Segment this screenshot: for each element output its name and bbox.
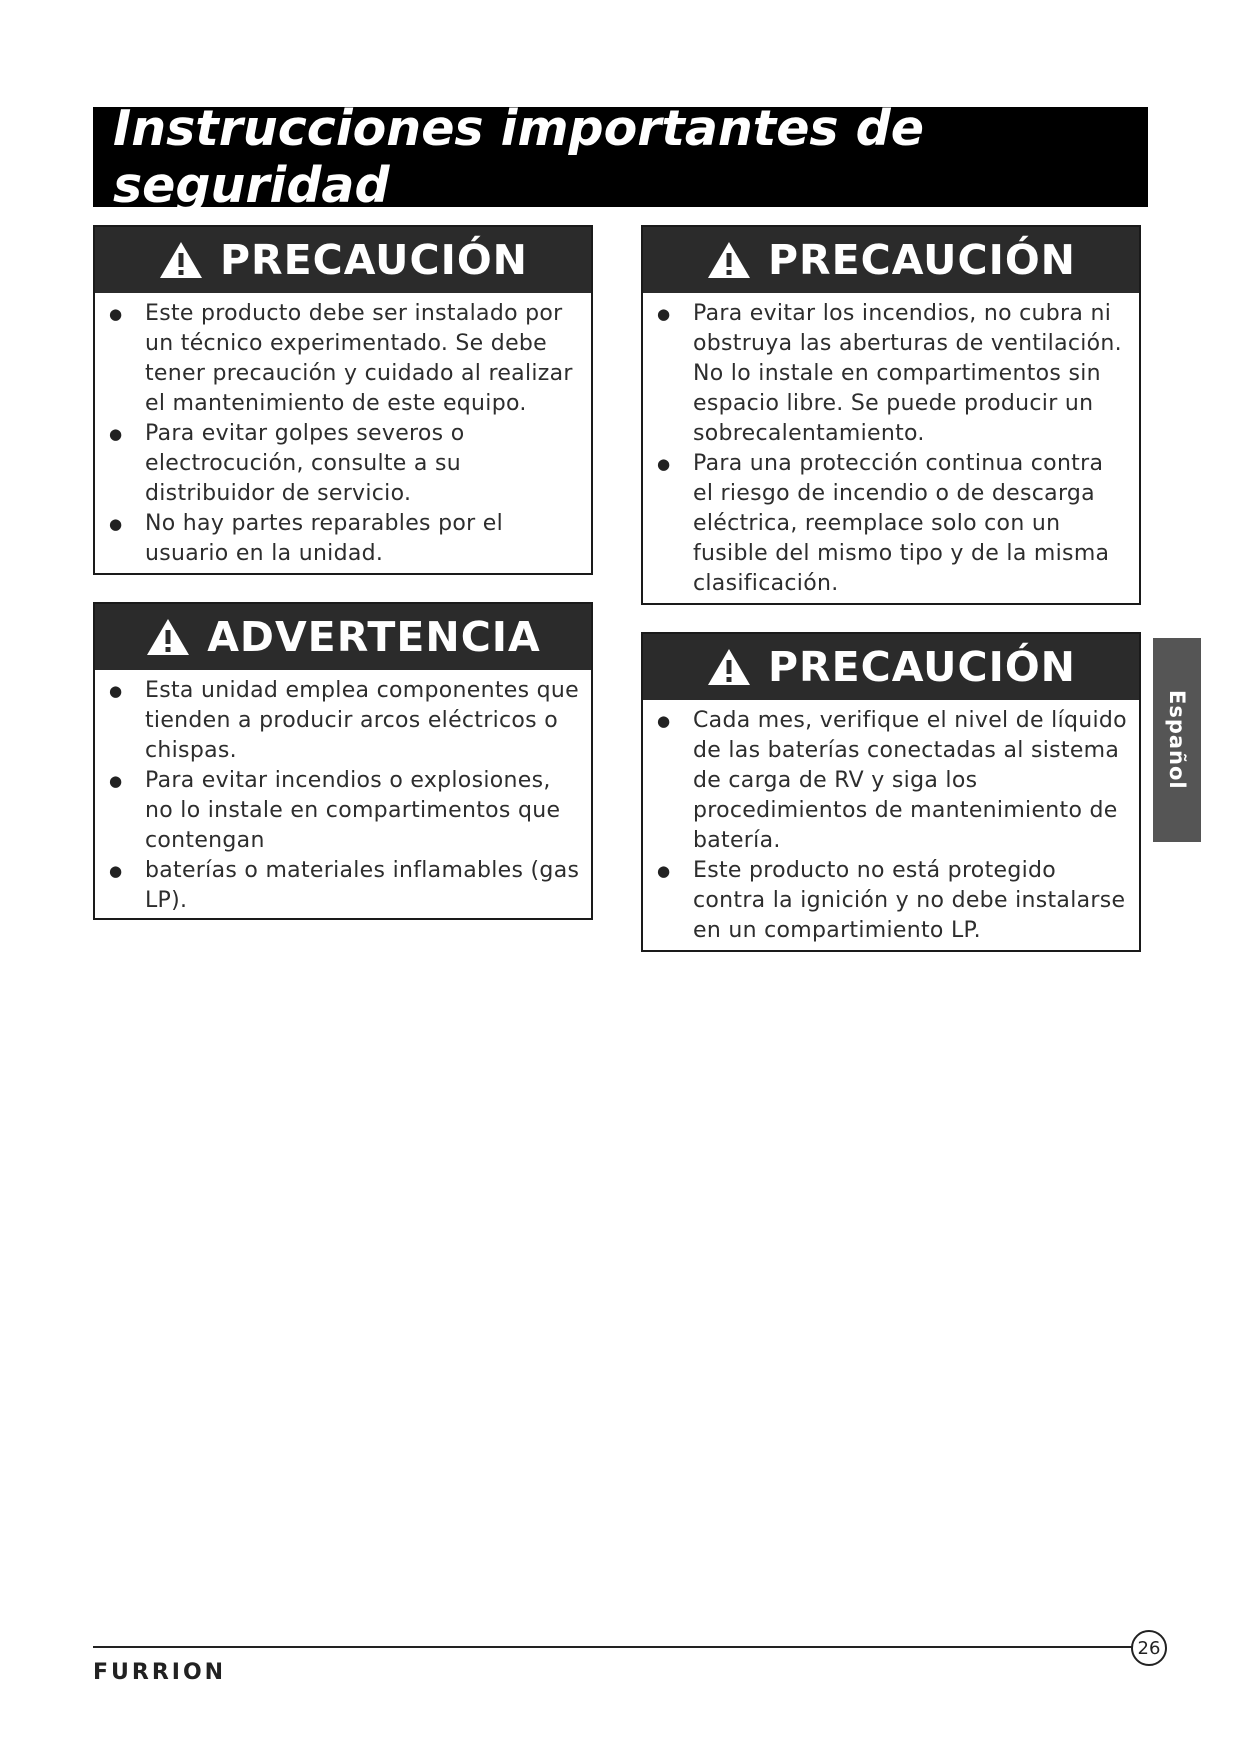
list-item: ● Cada mes, verifique el nivel de líquido de las baterías conectadas al sistema de carga de RV y siga los procedimientos de mantenimiento de batería. [693,706,1129,856]
warning-box [93,602,593,920]
caution-title: PRECAUCIÓN [768,643,1076,691]
list-item: ● baterías o materiales inflamables (gas LP). [145,856,581,916]
list-item: ● No hay partes reparables por el usuario en la unidad. [145,509,581,569]
language-tab-label: Español [1165,690,1189,790]
list-item: ● Para evitar golpes severos o electrocución, consulte a su distribuidor de servicio. [145,419,581,509]
warning-header [95,604,591,670]
caution-box-1 [93,225,593,575]
caution-title: PRECAUCIÓN [768,236,1076,284]
caution-header [643,227,1139,293]
caution-title: PRECAUCIÓN [220,236,528,284]
caution-box-2 [641,225,1141,605]
warning-triangle-icon [145,617,191,657]
list-item: ● Para evitar los incendios, no cubra ni obstruya las aberturas de ventilación. No lo instale en compartimentos sin espacio libre. Se puede producir un sobrecalentamiento. [693,299,1129,449]
caution-header [643,634,1139,700]
caution-box-3 [641,632,1141,952]
language-tab[interactable] [1153,638,1201,842]
warning-triangle-icon [158,240,204,280]
title-bar [93,100,1148,214]
list-item: ● Esta unidad emplea componentes que tienden a producir arcos eléctricos o chispas. [145,676,581,766]
footer-divider [93,1646,1133,1648]
list-item: ● Este producto debe ser instalado por un técnico experimentado. Se debe tener precaución y cuidado al realizar el mantenimiento de este equipo. [145,299,581,419]
warning-title: ADVERTENCIA [207,613,541,661]
brand-logo: FURRION [93,1660,227,1685]
page-title: Instrucciones importantes de seguridad [113,100,924,214]
warning-triangle-icon [706,240,752,280]
list-item: ● Este producto no está protegido contra la ignición y no debe instalarse en un compartimiento LP. [693,856,1129,946]
warning-triangle-icon [706,647,752,687]
caution-header [95,227,591,293]
list-item: ● Para evitar incendios o explosiones, no lo instale en compartimentos que contengan [145,766,581,856]
page-number: 26 [1131,1630,1167,1666]
list-item: ● Para una protección continua contra el riesgo de incendio o de descarga eléctrica, reemplace solo con un fusible del mismo tipo y de la misma clasificación. [693,449,1129,599]
